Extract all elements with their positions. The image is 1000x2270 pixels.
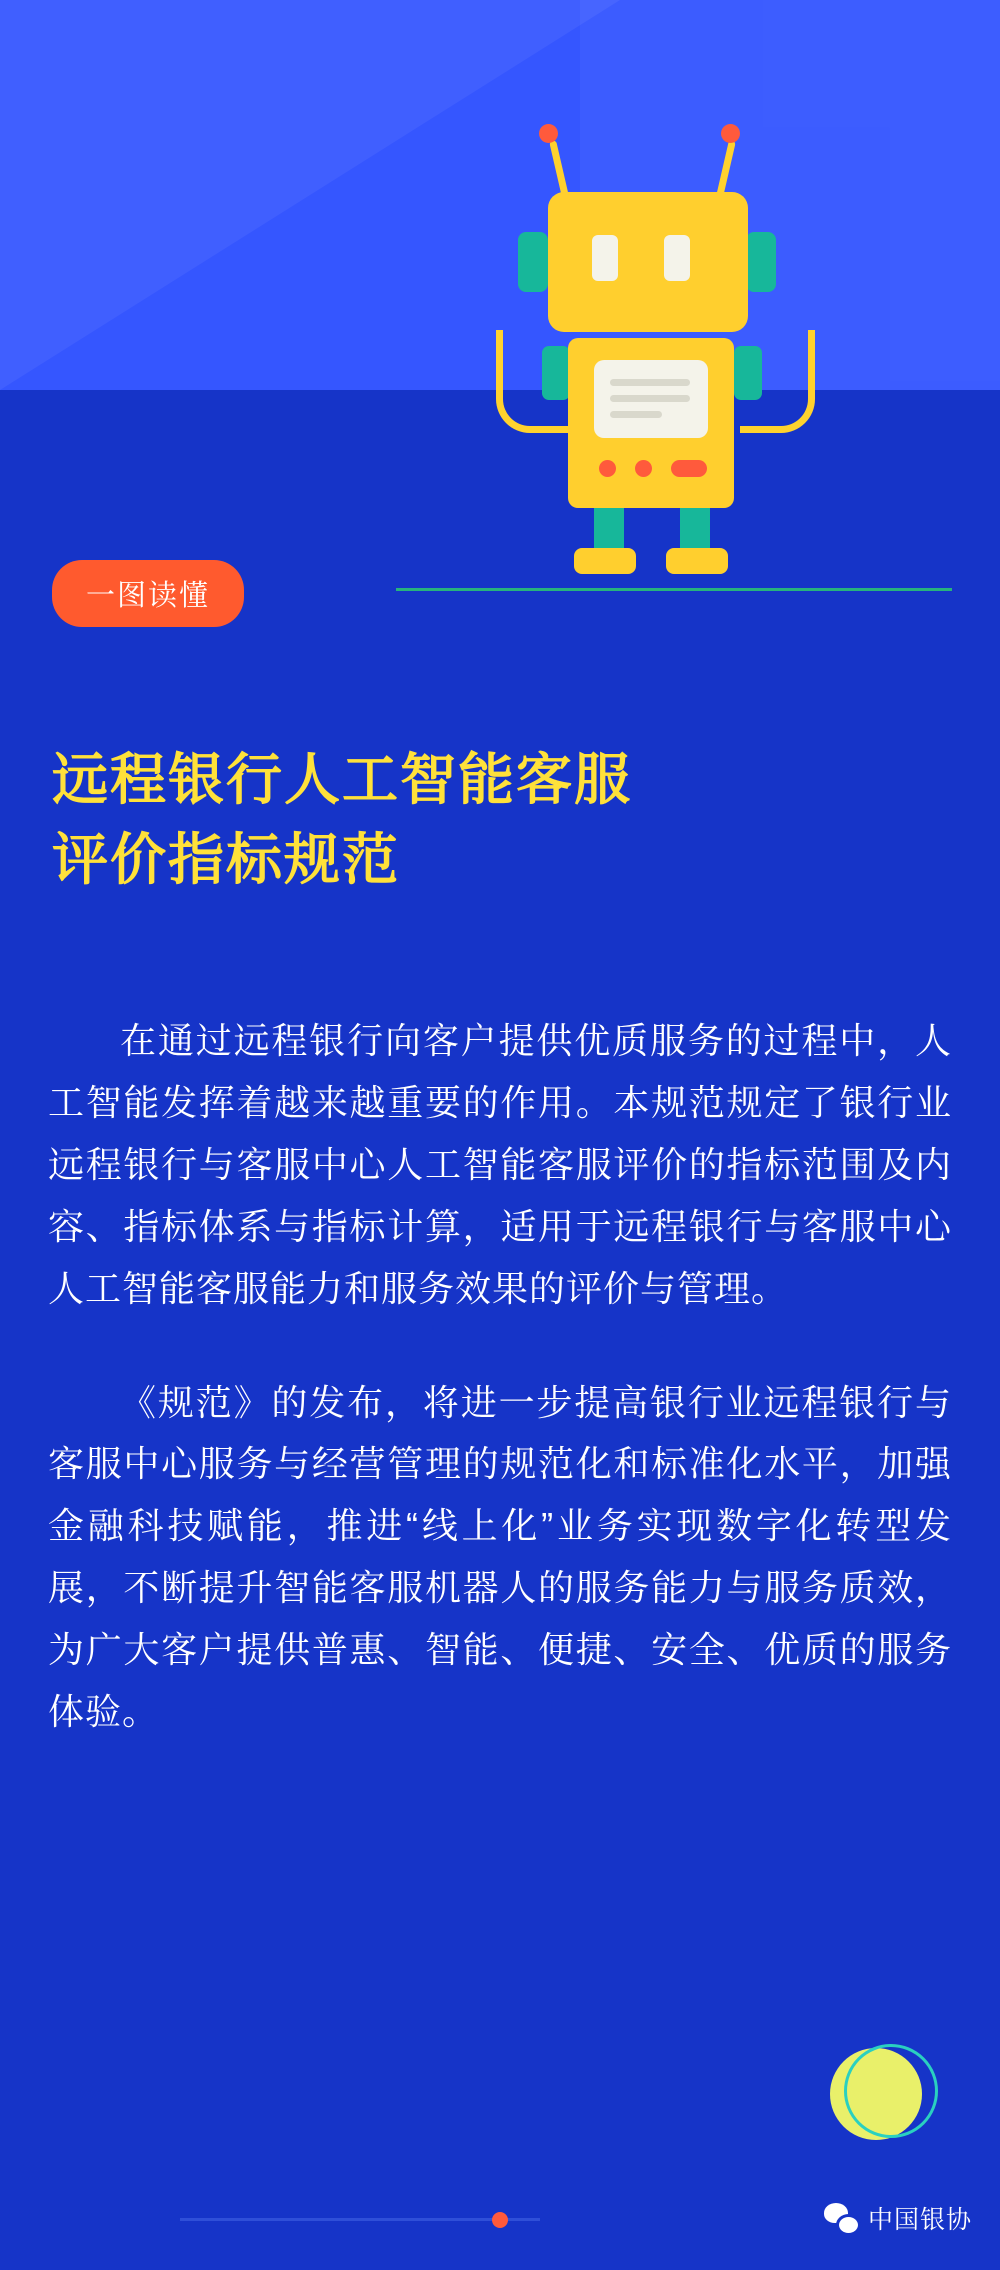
- robot-eye-left-icon: [592, 235, 618, 281]
- page-title-line-1: 远程银行人工智能客服: [52, 748, 632, 811]
- tag-row: [0, 560, 1000, 620]
- page-title-line-2: 评价指标规范: [52, 827, 400, 891]
- robot-eye-right-icon: [664, 235, 690, 281]
- decorative-circle-outline: [844, 2044, 938, 2138]
- robot-illustration: [490, 120, 820, 540]
- robot-button-3-icon: [671, 460, 707, 477]
- robot-shoulder-left-icon: [542, 346, 570, 400]
- footer-divider: [180, 2218, 540, 2221]
- robot-antenna-tip-right-icon: [721, 124, 740, 143]
- robot-head-icon: [548, 192, 748, 332]
- decorative-circles: [830, 2048, 922, 2140]
- robot-ear-left-icon: [518, 232, 548, 292]
- paragraph-1: 在通过远程银行向客户提供优质服务的过程中，人工智能发挥着越来越重要的作用。本规范规定了银行业远程银行与客服中心人工智能客服评价的指标范围及内容、指标体系与指标计算，适用于远程银行与客服中心人工智能客服能力和服务效果的评价与管理。: [48, 1020, 952, 1309]
- robot-button-1-icon: [599, 460, 616, 477]
- page-title: [52, 740, 952, 899]
- robot-screen-line-3: [610, 411, 662, 418]
- robot-screen-line-2: [610, 395, 690, 402]
- footer: [0, 2174, 1000, 2270]
- robot-antenna-tip-left-icon: [539, 124, 558, 143]
- robot-shoulder-right-icon: [734, 346, 762, 400]
- robot-ear-right-icon: [746, 232, 776, 292]
- tag-divider: [396, 588, 952, 591]
- robot-screen-line-1: [610, 379, 690, 386]
- paragraph-2: 《规范》的发布，将进一步提高银行业远程银行与客服中心服务与经营管理的规范化和标准化水平，加强金融科技赋能，推进“线上化”业务实现数字化转型发展，不断提升智能客服机器人的服务能力与服务质效，为广大客户提供普惠、智能、便捷、安全、优质的服务体验。: [48, 1381, 952, 1733]
- wechat-icon: [824, 2203, 858, 2233]
- wechat-account[interactable]: [824, 2200, 972, 2236]
- badge-infographic: 一图读懂: [52, 560, 244, 627]
- body-copy: [48, 1010, 952, 1795]
- footer-dot: [492, 2212, 508, 2228]
- robot-button-2-icon: [635, 460, 652, 477]
- wechat-account-name: 中国银协: [867, 2206, 972, 2234]
